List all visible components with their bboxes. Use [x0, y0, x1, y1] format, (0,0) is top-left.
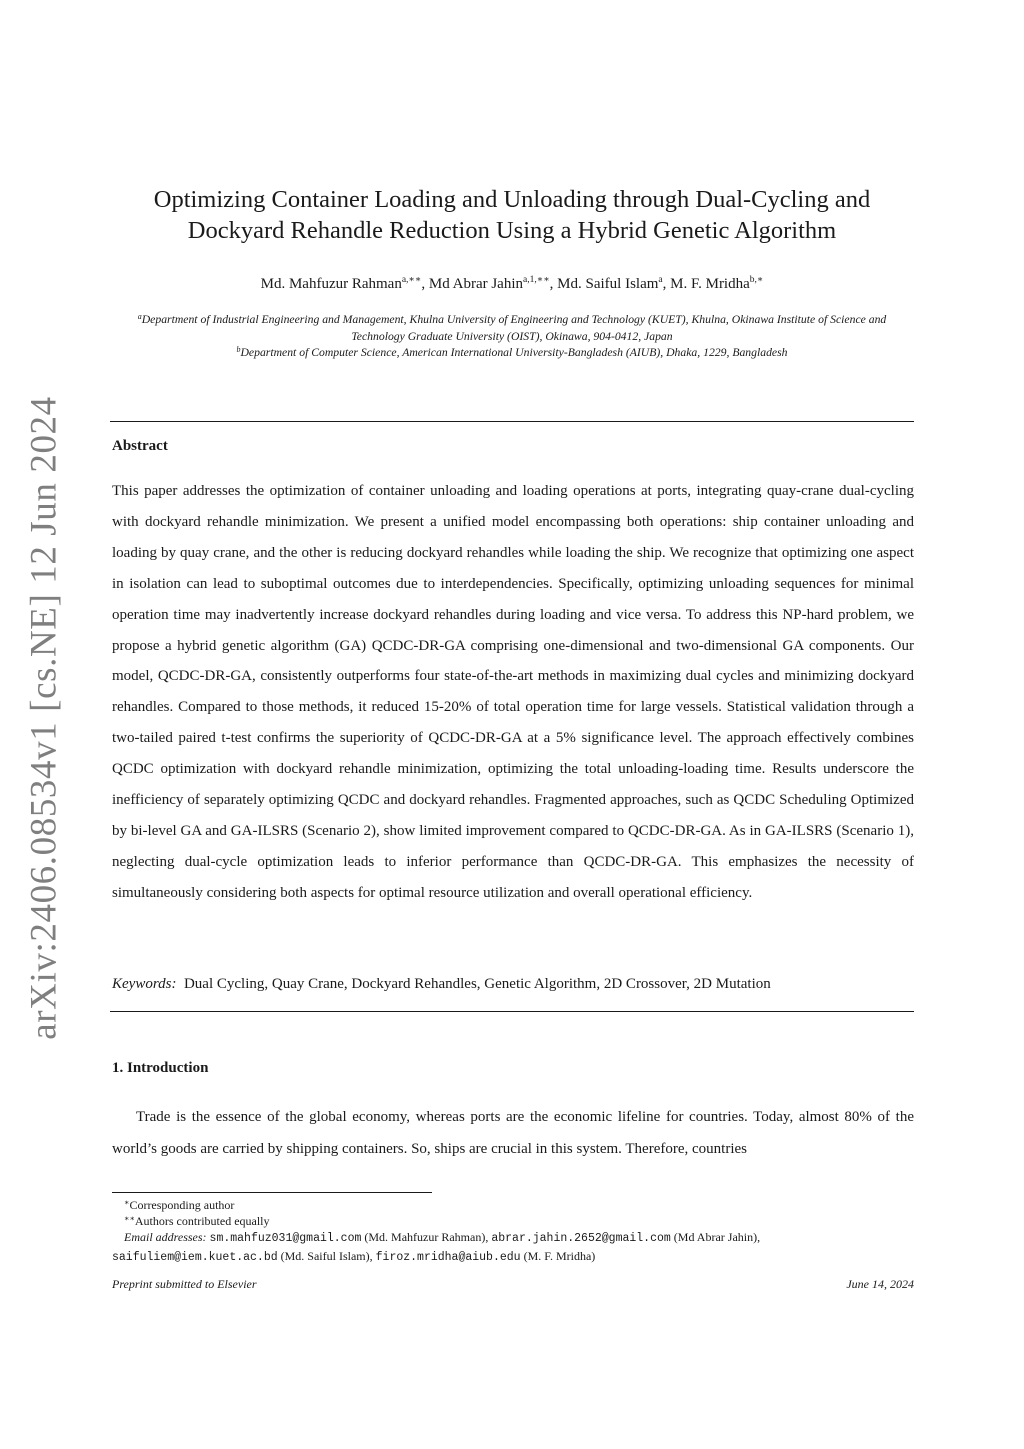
footnote-emails	[112, 1229, 914, 1265]
author-marks: a,∗∗	[401, 275, 422, 285]
email-owner: (Md. Mahfuzur Rahman)	[364, 1230, 486, 1245]
affiliations	[112, 312, 912, 362]
abstract-bottom-rule	[110, 1011, 914, 1012]
affiliation-b	[112, 345, 912, 362]
footnote-equal-contribution	[112, 1213, 914, 1229]
footnotes	[112, 1197, 914, 1266]
footnote-text: Corresponding author	[129, 1198, 235, 1212]
affiliation-mark: b	[236, 345, 241, 354]
affiliation-a	[112, 312, 912, 345]
paper-title-line-1: Optimizing Container Loading and Unloading through Dual-Cycling and	[153, 186, 871, 213]
affiliation-text: Department of Industrial Engineering and Management, Khulna University of Engineering and Technology (KUET), Khulna, Okinawa Institute of Science and Technology Graduate University (OIST), Okinawa, 904-0412, Japan	[141, 313, 887, 343]
footer-date: June 14, 2024	[846, 1277, 914, 1291]
author-separator: ,	[421, 276, 429, 292]
author-name: Md Abrar Jahin	[428, 276, 524, 292]
section-heading-introduction: 1. Introduction	[112, 1060, 209, 1076]
email-separator: ,	[369, 1248, 376, 1263]
footnote-text: Authors contributed equally	[134, 1214, 270, 1229]
author-marks: a	[658, 275, 663, 285]
abstract-top-rule	[110, 421, 914, 422]
footnote-corresponding	[112, 1197, 914, 1213]
footnote-rule	[112, 1192, 432, 1193]
email-link[interactable]: sm.mahfuz031@gmail.com	[209, 1232, 362, 1246]
email-label: Email addresses:	[124, 1230, 207, 1245]
author-marks: a,1,∗∗	[523, 275, 550, 285]
footer-preprint-note: Preprint submitted to Elsevier	[112, 1277, 257, 1291]
keywords-line	[112, 973, 914, 995]
keywords-label: Keywords:	[112, 976, 177, 992]
abstract-heading: Abstract	[112, 438, 168, 454]
email-separator: ,	[485, 1230, 492, 1245]
email-owner: (Md Abrar Jahin)	[673, 1230, 758, 1245]
author-name: M. F. Mridha	[670, 276, 750, 292]
introduction-paragraph: Trade is the essence of the global economy, whereas ports are the economic lifeline for countries. Today, almost 80% of the world’s goods are carried by shipping containers. So, ships are crucial in this system. Therefore, countries	[112, 1109, 914, 1157]
paper-title-line-2: Dockyard Rehandle Reduction Using a Hybrid Genetic Algorithm	[187, 217, 837, 244]
author-name: Md. Mahfuzur Rahman	[260, 276, 402, 292]
footnote-mark: ∗	[124, 1198, 130, 1207]
affiliation-mark: a	[137, 312, 142, 321]
email-owner: (Md. Saiful Islam)	[280, 1248, 370, 1263]
author-list	[112, 274, 912, 294]
author-separator: ,	[662, 276, 671, 292]
email-separator: ,	[757, 1230, 761, 1245]
email-link[interactable]: saifuliem@iem.kuet.ac.bd	[112, 1250, 278, 1264]
author-separator: ,	[549, 276, 558, 292]
keywords-list: Dual Cycling, Quay Crane, Dockyard Rehandles, Genetic Algorithm, 2D Crossover, 2D Mutation	[183, 976, 771, 992]
email-link[interactable]: firoz.mridha@aiub.edu	[375, 1250, 521, 1264]
footnote-mark: ∗∗	[124, 1214, 135, 1224]
email-owner: (M. F. Mridha)	[523, 1248, 596, 1263]
arxiv-identifier-stamp: arXiv:2406.08534v1 [cs.NE] 12 Jun 2024	[23, 396, 65, 1040]
email-link[interactable]: abrar.jahin.2652@gmail.com	[491, 1232, 671, 1246]
abstract-body: This paper addresses the optimization of container unloading and loading operations at ports, integrating quay-crane dual-cycling with dockyard rehandle minimization. We present a unified model encompassing both operations: ship container unloading and loading by quay crane, and the other is reducing dockyard rehandles while loading the ship. We recognize that optimizing one aspect in isolation can lead to suboptimal outcomes due to interdependencies. Specifically, optimizing unloading sequences for minimal operation time may inadvertently increase dockyard rehandles during loading and vice versa. To address this NP-hard problem, we propose a hybrid genetic algorithm (GA) QCDC-DR-GA comprising one-dimensional and two-dimensional GA components. Our model, QCDC-DR-GA, consistently outperforms four state-of-the-art methods in maximizing dual cycles and minimizing dockyard rehandles. Compared to those methods, it reduced 15-20% of total operation time for large vessels. Statistical validation through a two-tailed paired t-test confirms the superiority of QCDC-DR-GA at a 5% significance level. The approach effectively combines QCDC optimization with dockyard rehandle minimization, optimizing the total unloading-loading time. Results underscore the inefficiency of separately optimizing QCDC and dockyard rehandles. Fragmented approaches, such as QCDC Scheduling Optimized by bi-level GA and GA-ILSRS (Scenario 2), show limited improvement compared to QCDC-DR-GA. As in GA-ILSRS (Scenario 1), neglecting dual-cycle optimization leads to inferior performance than QCDC-DR-GA. This emphasizes the necessity of simultaneously considering both aspects for optimal resource utilization and overall operational efficiency.	[112, 483, 914, 901]
affiliation-text: Department of Computer Science, American International University-Bangladesh (AIUB), Dhaka, 1229, Bangladesh	[240, 346, 788, 359]
paper-title	[112, 184, 912, 246]
author-name: Md. Saiful Islam	[557, 276, 659, 292]
author-marks: b,∗	[749, 275, 764, 285]
